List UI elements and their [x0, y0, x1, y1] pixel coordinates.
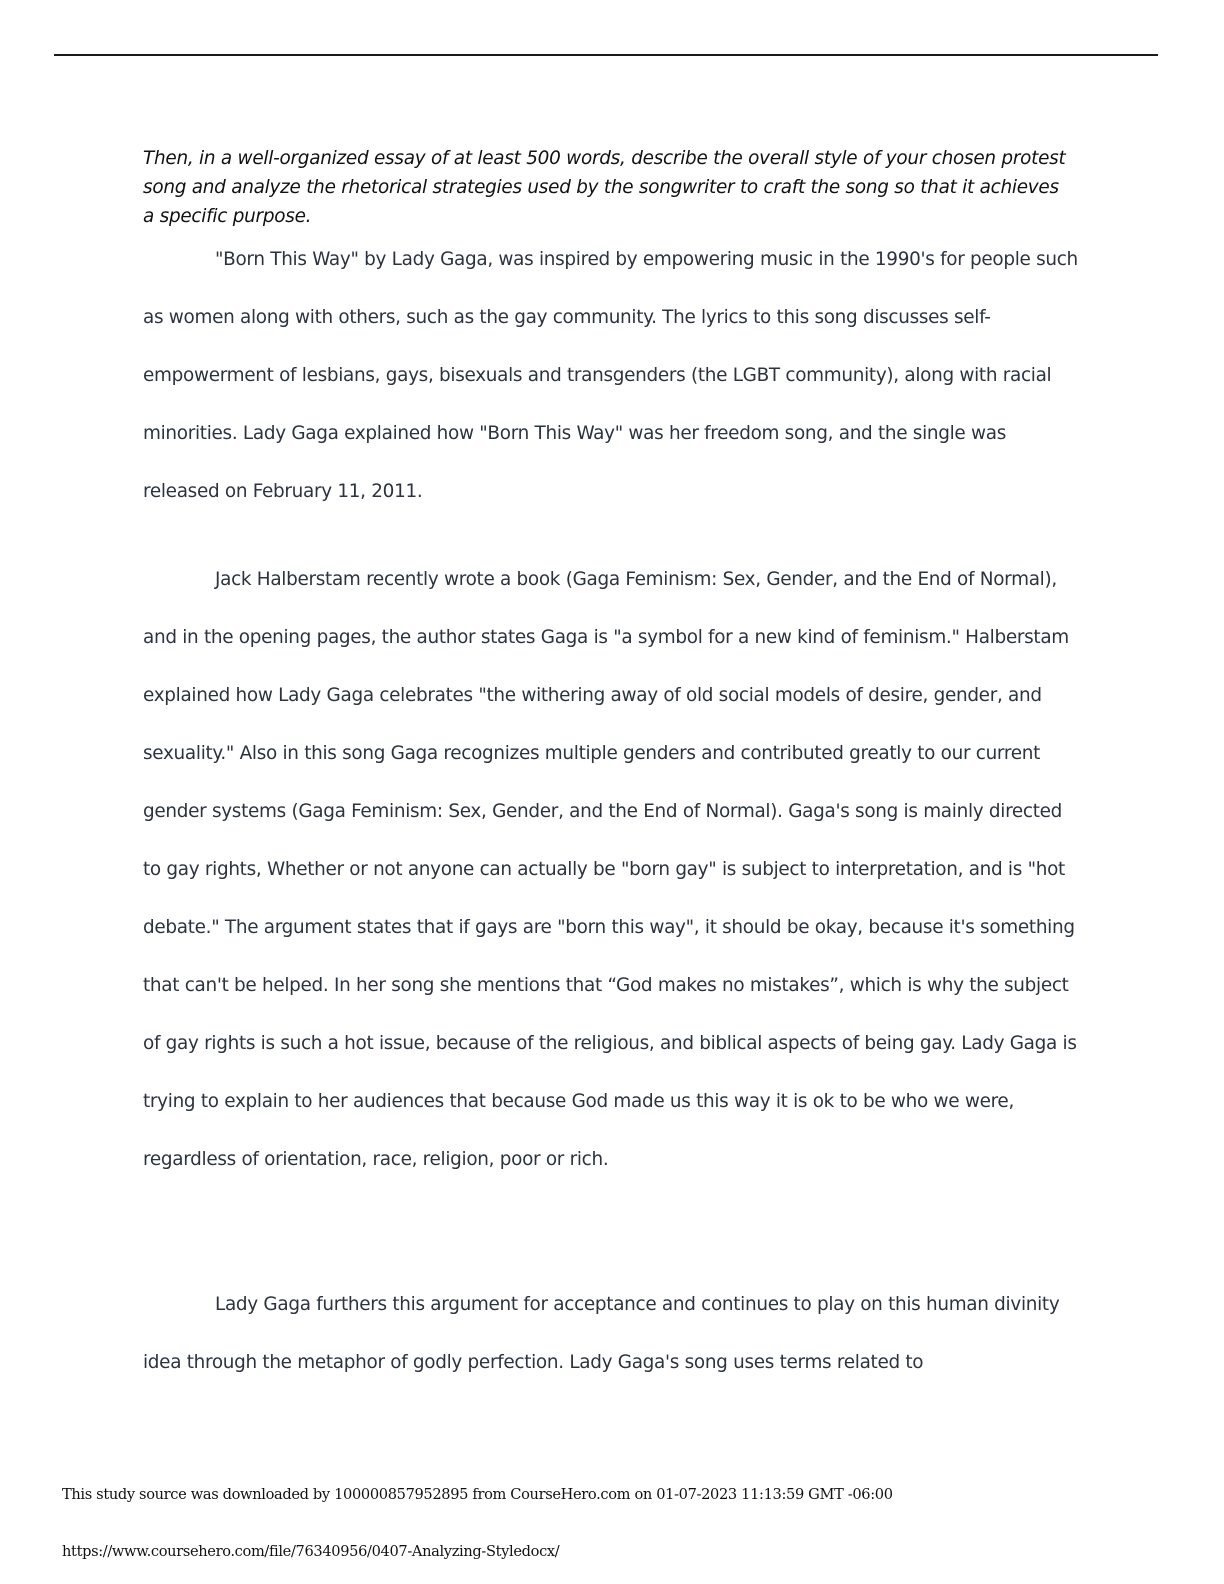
- assignment-prompt: Then, in a well-organized essay of at least 500 words, describe the overall style of your chosen protest song and analyze the rhetorical strategies used by the songwriter to craft the song so that it achieves a specific purpose.: [143, 148, 1066, 227]
- body-paragraph-1: "Born This Way" by Lady Gaga, was inspired by empowering music in the 1990's for people such as women along with others, such as the gay community. The lyrics to this song discusses self-empowerment of lesbians, gays, bisexuals and transgenders (the LGBT community), along with racial minorities. Lady Gaga explained how "Born This Way" was her freedom song, and the single was released on February 11, 2011.: [143, 249, 1078, 502]
- body-paragraph-2: Jack Halberstam recently wrote a book (Gaga Feminism: Sex, Gender, and the End of Normal), and in the opening pages, the author states Gaga is "a symbol for a new kind of feminism." Halberstam explained how Lady Gaga celebrates "the withering away of old social models of desire, gender, and sexuality." Also in this song Gaga recognizes multiple genders and contributed greatly to our current gender systems (Gaga Feminism: Sex, Gender, and the End of Normal). Gaga's song is mainly directed to gay rights, Whether or not anyone can actually be "born gay" is subject to interpretation, and is "hot debate." The argument states that if gays are "born this way", it should be okay, because it's something that can't be helped. In her song she mentions that “God makes no mistakes”, which is why the subject of gay rights is such a hot issue, because of the religious, and biblical aspects of being gay. Lady Gaga is trying to explain to her audiences that because God made us this way it is ok to be who we were, regardless of orientation, race, religion, poor or rich.: [143, 569, 1077, 1170]
- header-rule: [54, 54, 1158, 56]
- source-url: https://www.coursehero.com/file/76340956/0407-Analyzing-Styledocx/: [62, 1543, 560, 1560]
- body-paragraph-3: Lady Gaga furthers this argument for acceptance and continues to play on this human divinity idea through the metaphor of godly perfection. Lady Gaga's song uses terms related to: [143, 1294, 1060, 1373]
- download-notice: This study source was downloaded by 100000857952895 from CourseHero.com on 01-07-2023 11:13:59 GMT -06:00: [62, 1486, 893, 1503]
